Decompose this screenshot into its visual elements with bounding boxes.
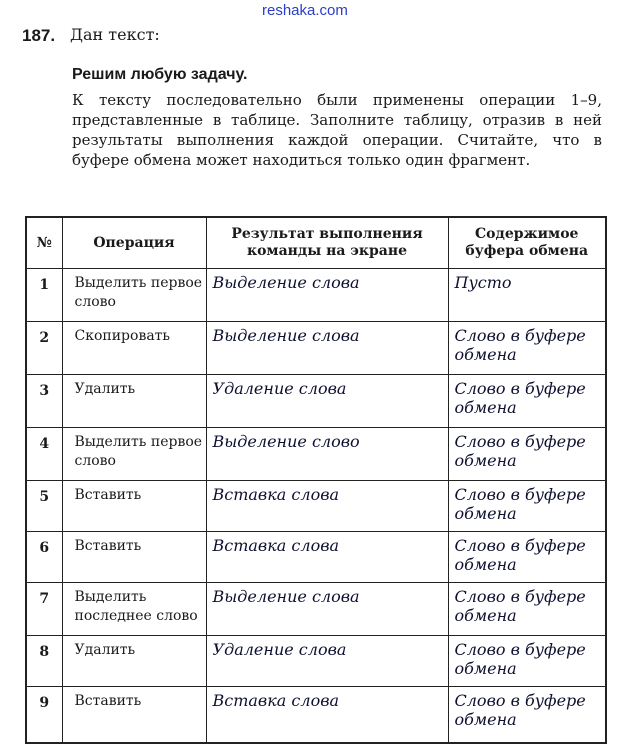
exercise-given: Дан текст: bbox=[70, 25, 160, 44]
row-number: 9 bbox=[26, 687, 62, 744]
row-operation: Скопировать bbox=[62, 322, 206, 375]
row-buffer-handwritten: Слово в буфере обмена bbox=[454, 587, 586, 625]
table-header-row bbox=[26, 217, 606, 269]
table-row bbox=[26, 428, 606, 481]
row-operation: Выделить первое слово bbox=[62, 269, 206, 322]
row-operation: Вставить bbox=[62, 687, 206, 744]
row-result-handwritten: Выделение слово bbox=[212, 432, 360, 451]
row-operation: Вставить bbox=[62, 532, 206, 583]
table-row bbox=[26, 375, 606, 428]
operations-table bbox=[25, 216, 607, 744]
row-result-handwritten: Вставка слова bbox=[212, 691, 340, 710]
row-buffer-handwritten: Слово в буфере обмена bbox=[454, 432, 586, 470]
header-operation: Операция bbox=[62, 217, 206, 269]
header-buffer: Содержимое буфера обмена bbox=[448, 217, 606, 269]
table-row bbox=[26, 269, 606, 322]
table-row bbox=[26, 532, 606, 583]
row-buffer-handwritten: Слово в буфере обмена bbox=[454, 326, 586, 364]
row-result-handwritten: Вставка слова bbox=[212, 536, 340, 555]
row-number: 7 bbox=[26, 583, 62, 636]
row-buffer-handwritten: Слово в буфере обмена bbox=[454, 536, 586, 574]
row-operation: Выделить первое слово bbox=[62, 428, 206, 481]
table-row bbox=[26, 322, 606, 375]
row-buffer-handwritten: Слово в буфере обмена bbox=[454, 691, 586, 729]
exercise-text: К тексту последовательно были применены операции 1–9, представленные в таблице. Заполните таблицу, отразив в ней результаты выполнения каждой операции. Считайте, что в буфере обмена может находиться только один фрагмент. bbox=[72, 91, 602, 169]
row-operation: Вставить bbox=[62, 481, 206, 532]
row-result-handwritten: Вставка слова bbox=[212, 485, 340, 504]
exercise-subtitle: Решим любую задачу. bbox=[72, 66, 248, 83]
row-operation: Удалить bbox=[62, 636, 206, 687]
row-buffer-handwritten: Слово в буфере обмена bbox=[454, 485, 586, 523]
row-number: 1 bbox=[26, 269, 62, 322]
row-result-handwritten: Выделение слова bbox=[212, 326, 360, 345]
row-number: 2 bbox=[26, 322, 62, 375]
row-result-handwritten: Удаление слова bbox=[212, 379, 347, 398]
row-operation: Удалить bbox=[62, 375, 206, 428]
row-number: 8 bbox=[26, 636, 62, 687]
row-buffer-handwritten: Слово в буфере обмена bbox=[454, 640, 586, 678]
table-row bbox=[26, 481, 606, 532]
site-watermark-top: reshaka.com bbox=[262, 2, 348, 19]
header-result: Результат выполнения команды на экране bbox=[206, 217, 448, 269]
table-row bbox=[26, 636, 606, 687]
row-number: 5 bbox=[26, 481, 62, 532]
row-result-handwritten: Выделение слова bbox=[212, 587, 360, 606]
row-operation: Выделить последнее слово bbox=[62, 583, 206, 636]
row-number: 3 bbox=[26, 375, 62, 428]
row-buffer-handwritten: Пусто bbox=[454, 273, 512, 292]
row-result-handwritten: Удаление слова bbox=[212, 640, 347, 659]
table-row bbox=[26, 583, 606, 636]
row-number: 6 bbox=[26, 532, 62, 583]
table-row bbox=[26, 687, 606, 744]
exercise-number: 187. bbox=[22, 26, 56, 45]
row-result-handwritten: Выделение слова bbox=[212, 273, 360, 292]
header-number: № bbox=[26, 217, 62, 269]
row-number: 4 bbox=[26, 428, 62, 481]
row-buffer-handwritten: Слово в буфере обмена bbox=[454, 379, 586, 417]
